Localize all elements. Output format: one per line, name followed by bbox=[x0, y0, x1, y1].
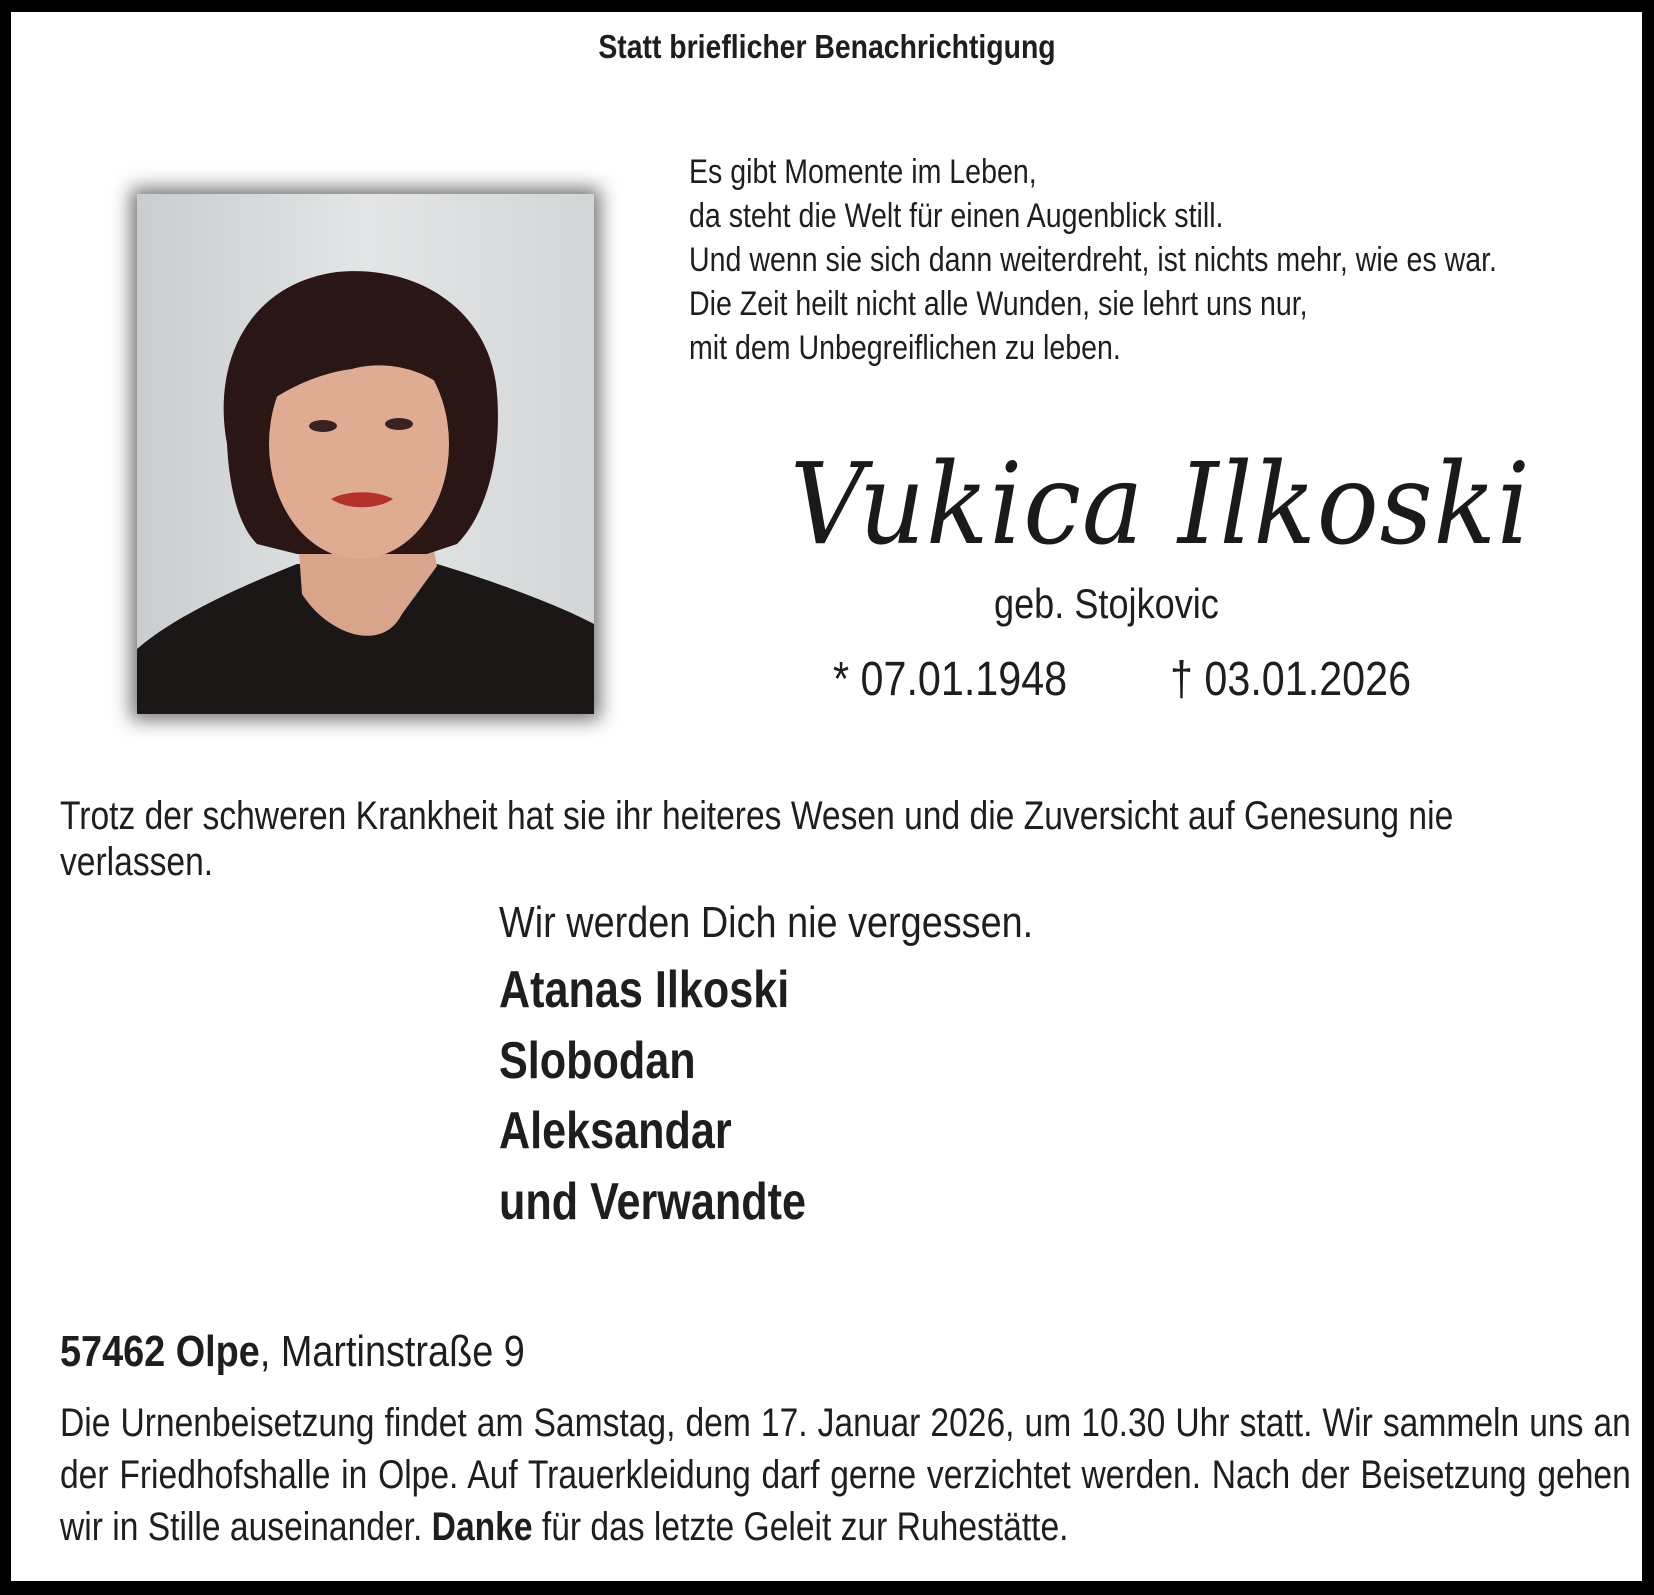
address-street: , Martinstraße 9 bbox=[259, 1327, 525, 1376]
statement-text: Trotz der schweren Krankheit hat sie ihr heiteres Wesen und die Zuversicht auf Genesung nie verlassen. bbox=[60, 794, 1454, 884]
poem-line: da steht die Welt für einen Augenblick still. bbox=[689, 197, 1224, 235]
funeral-notice bbox=[60, 1397, 1631, 1553]
mourner-name: Slobodan bbox=[499, 1032, 696, 1090]
notice-text-end: für das letzte Geleit zur Ruhestätte. bbox=[532, 1505, 1069, 1549]
death-date: † 03.01.2026 bbox=[1170, 653, 1412, 706]
deceased-name: Vukica Ilkoski bbox=[790, 440, 1531, 570]
birth-name: geb. Stojkovic bbox=[994, 580, 1219, 627]
address bbox=[60, 1327, 525, 1377]
poem-line: mit dem Unbegreiflichen zu leben. bbox=[689, 329, 1121, 367]
poem-line: Es gibt Momente im Leben, bbox=[689, 153, 1037, 191]
header-title: Statt brieflicher Benachrichtigung bbox=[598, 28, 1056, 65]
mourner-name: Atanas Ilkoski bbox=[499, 961, 790, 1019]
portrait-photo-icon bbox=[137, 194, 594, 714]
poem-line: Und wenn sie sich dann weiterdreht, ist nichts mehr, wie es war. bbox=[689, 241, 1498, 279]
poem-line: Die Zeit heilt nicht alle Wunden, sie lehrt uns nur, bbox=[689, 285, 1308, 323]
farewell-line: Wir werden Dich nie vergessen. bbox=[499, 898, 1034, 947]
mourner-name: Aleksandar bbox=[499, 1102, 732, 1160]
birth-date: * 07.01.1948 bbox=[833, 653, 1068, 706]
notice-thanks: Danke bbox=[431, 1505, 533, 1549]
poem bbox=[689, 150, 1497, 370]
notice-text: Die Urnenbeisetzung findet am Samstag, dem 17. Januar 2026, um 10.30 Uhr statt. Wir sammeln uns an der Friedhofshalle in Olpe. Auf Trauerkleidung darf gerne verzichtet werden. Nach der Beisetzung gehen wir in Stille auseinander. bbox=[60, 1401, 1631, 1549]
address-city: 57462 Olpe bbox=[60, 1327, 260, 1376]
mourner-name: und Verwandte bbox=[499, 1173, 806, 1231]
